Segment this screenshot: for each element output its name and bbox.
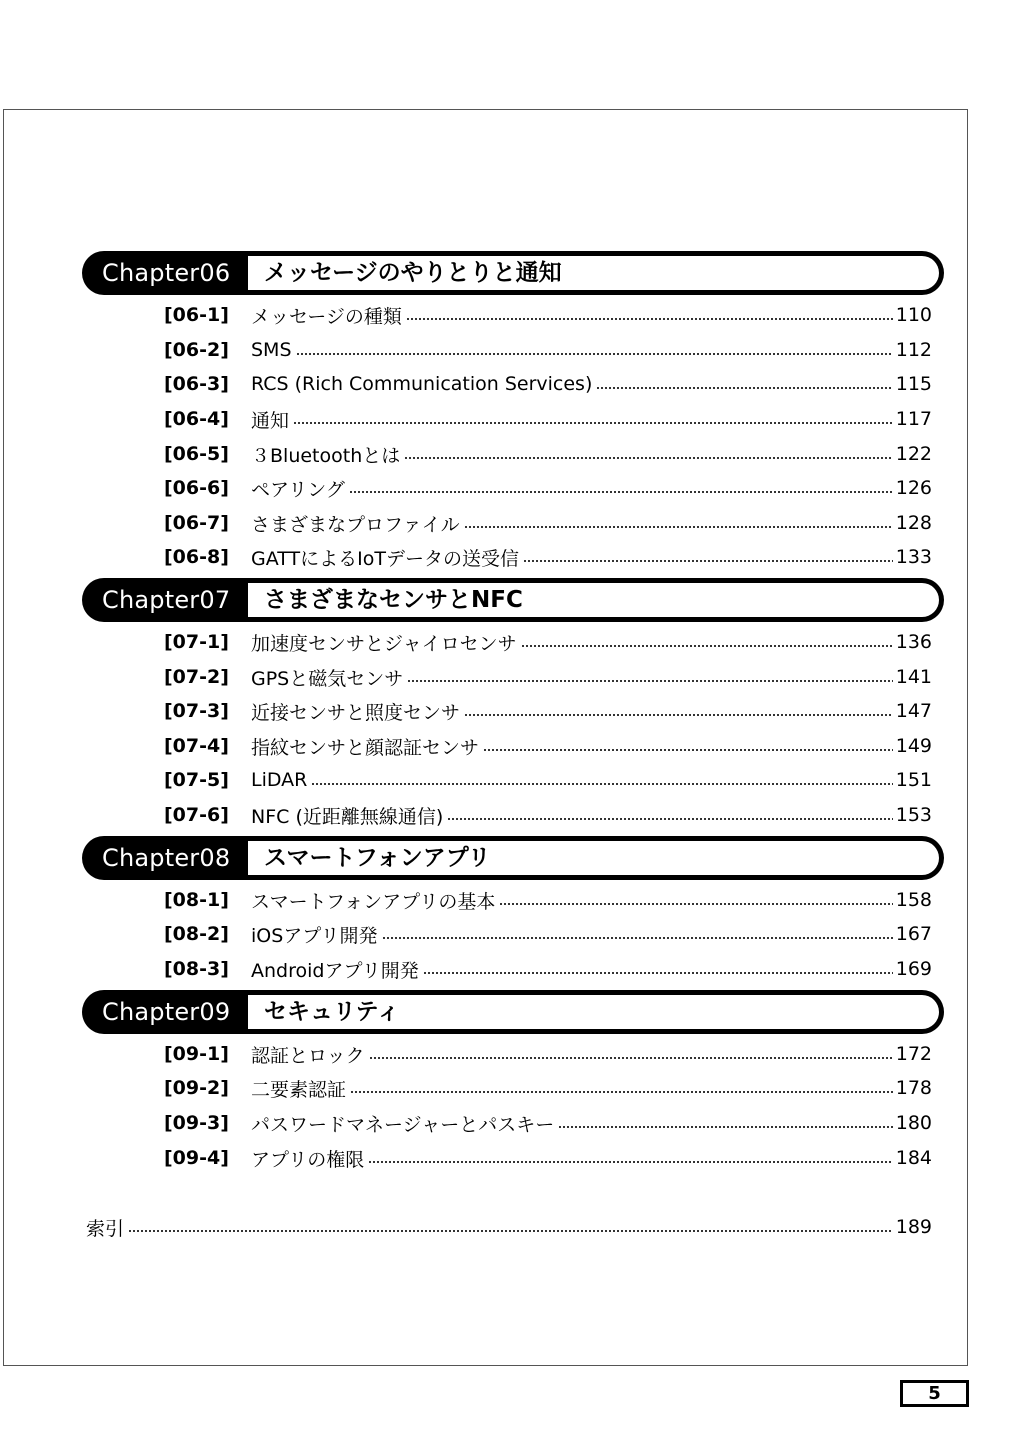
- page-ref: 110: [895, 304, 932, 326]
- toc-entry[interactable]: [164, 473, 932, 503]
- section-id: [08-3]: [164, 958, 229, 980]
- dot-leader: [404, 457, 892, 459]
- chapter-title-box: [248, 841, 939, 875]
- section-title: メッセージの種類: [251, 305, 402, 328]
- section-id: [07-4]: [164, 735, 229, 757]
- section-id: [06-4]: [164, 408, 229, 430]
- chapter-title: セキュリティ: [264, 999, 400, 1025]
- dot-leader: [382, 937, 893, 939]
- chapter-header-09[interactable]: [82, 990, 944, 1034]
- section-title: 通知: [251, 409, 290, 432]
- dot-leader: [349, 491, 893, 493]
- section-id: [06-1]: [164, 304, 229, 326]
- section-id: [06-8]: [164, 546, 229, 568]
- section-id: [09-4]: [164, 1147, 229, 1169]
- chapter-label: Chapter08: [102, 844, 231, 872]
- index-entry[interactable]: [86, 1212, 932, 1242]
- section-title: 二要素認証: [251, 1078, 347, 1101]
- section-id: [09-1]: [164, 1043, 229, 1065]
- toc-entry[interactable]: [164, 627, 932, 657]
- toc-entry[interactable]: [164, 731, 932, 761]
- section-id: [07-5]: [164, 769, 229, 791]
- dot-leader: [483, 749, 893, 751]
- section-title: RCS (Rich Communication Services): [251, 373, 593, 395]
- section-id: [08-2]: [164, 923, 229, 945]
- page-ref: 141: [895, 666, 932, 688]
- toc-entry[interactable]: [164, 800, 932, 830]
- page-ref: 184: [895, 1147, 932, 1169]
- section-title: さまざまなプロファイル: [251, 513, 460, 536]
- section-id: [08-1]: [164, 889, 229, 911]
- section-title: 指紋センサと顔認証センサ: [251, 736, 480, 759]
- dot-leader: [293, 422, 893, 424]
- page-ref: 151: [895, 769, 932, 791]
- dot-leader: [128, 1230, 893, 1232]
- chapter-title: スマートフォンアプリ: [264, 845, 491, 871]
- section-title: GPSと磁気センサ: [251, 667, 404, 690]
- section-title: スマートフォンアプリの基本: [251, 890, 496, 913]
- page-ref: 136: [895, 631, 932, 653]
- dot-leader: [523, 560, 893, 562]
- toc-entry[interactable]: [164, 404, 932, 434]
- dot-leader: [368, 1161, 892, 1163]
- chapter-title-box: [248, 995, 939, 1029]
- toc-entry[interactable]: [164, 954, 932, 984]
- section-title: Androidアプリ開発: [251, 959, 419, 982]
- dot-leader: [499, 903, 892, 905]
- chapter-label: Chapter06: [102, 259, 231, 287]
- page-ref: 153: [895, 804, 932, 826]
- section-title: アプリの権限: [251, 1148, 365, 1171]
- toc-entry[interactable]: [164, 335, 932, 365]
- page-ref: 117: [895, 408, 932, 430]
- toc-entry[interactable]: [164, 662, 932, 692]
- section-id: [07-6]: [164, 804, 229, 826]
- page-ref: 115: [895, 373, 932, 395]
- page-ref: 172: [895, 1043, 932, 1065]
- index-title: 索引: [86, 1217, 125, 1240]
- chapter-title-box: [248, 256, 939, 290]
- dot-leader: [406, 318, 893, 320]
- section-title: NFC (近距離無線通信): [251, 805, 444, 828]
- section-title: SMS: [251, 339, 292, 361]
- section-id: [07-3]: [164, 700, 229, 722]
- dot-leader: [464, 526, 893, 528]
- dot-leader: [350, 1091, 893, 1093]
- page-ref: 158: [895, 889, 932, 911]
- chapter-label: Chapter07: [102, 586, 231, 614]
- page-ref: 149: [895, 735, 932, 757]
- toc-entry[interactable]: [164, 300, 932, 330]
- page-ref: 122: [895, 443, 932, 465]
- section-id: [09-2]: [164, 1077, 229, 1099]
- toc-entry[interactable]: [164, 369, 932, 399]
- section-title: iOSアプリ開発: [251, 924, 378, 947]
- dot-leader: [596, 387, 892, 389]
- section-id: [06-7]: [164, 512, 229, 534]
- dot-leader: [296, 353, 893, 355]
- section-id: [06-2]: [164, 339, 229, 361]
- page-number: 5: [900, 1380, 969, 1407]
- chapter-title: メッセージのやりとりと通知: [264, 260, 562, 286]
- dot-leader: [521, 645, 893, 647]
- section-id: [06-5]: [164, 443, 229, 465]
- section-id: [07-2]: [164, 666, 229, 688]
- dot-leader: [369, 1057, 893, 1059]
- chapter-title-box: [248, 583, 939, 617]
- section-title: 加速度センサとジャイロセンサ: [251, 632, 517, 655]
- section-title: ３Bluetoothとは: [251, 444, 401, 467]
- chapter-label: Chapter09: [102, 998, 231, 1026]
- section-title: LiDAR: [251, 769, 308, 791]
- section-id: [07-1]: [164, 631, 229, 653]
- chapter-header-06[interactable]: [82, 251, 944, 295]
- dot-leader: [447, 818, 892, 820]
- dot-leader: [407, 680, 892, 682]
- page-ref: 126: [895, 477, 932, 499]
- toc-entry[interactable]: [164, 1039, 932, 1069]
- section-title: ペアリング: [251, 478, 345, 501]
- toc-entry[interactable]: [164, 885, 932, 915]
- chapter-header-07[interactable]: [82, 578, 944, 622]
- section-id: [06-3]: [164, 373, 229, 395]
- section-title: GATTによるIoTデータの送受信: [251, 547, 519, 570]
- toc-entry[interactable]: [164, 919, 932, 949]
- section-id: [09-3]: [164, 1112, 229, 1134]
- page-ref: 189: [895, 1216, 932, 1238]
- toc-entry[interactable]: [164, 1073, 932, 1103]
- chapter-header-08[interactable]: [82, 836, 944, 880]
- dot-leader: [423, 972, 893, 974]
- toc-entry[interactable]: [164, 439, 932, 469]
- toc-entry[interactable]: [164, 1108, 932, 1138]
- page-ref: 178: [895, 1077, 932, 1099]
- toc-entry[interactable]: [164, 542, 932, 572]
- section-id: [06-6]: [164, 477, 229, 499]
- section-title: パスワードマネージャーとパスキー: [251, 1113, 555, 1136]
- page-ref: 169: [895, 958, 932, 980]
- page-ref: 128: [895, 512, 932, 534]
- toc-entry[interactable]: [164, 508, 932, 538]
- page-ref: 167: [895, 923, 932, 945]
- dot-leader: [558, 1126, 892, 1128]
- chapter-title: さまざまなセンサとNFC: [264, 587, 523, 613]
- section-title: 認証とロック: [251, 1044, 365, 1067]
- page-ref: 133: [895, 546, 932, 568]
- toc-entry[interactable]: [164, 1143, 932, 1173]
- section-title: 近接センサと照度センサ: [251, 701, 461, 724]
- page-ref: 180: [895, 1112, 932, 1134]
- dot-leader: [464, 714, 893, 716]
- page-ref: 147: [895, 700, 932, 722]
- page-ref: 112: [895, 339, 932, 361]
- toc-entry[interactable]: [164, 696, 932, 726]
- toc-entry[interactable]: [164, 765, 932, 795]
- dot-leader: [311, 783, 892, 785]
